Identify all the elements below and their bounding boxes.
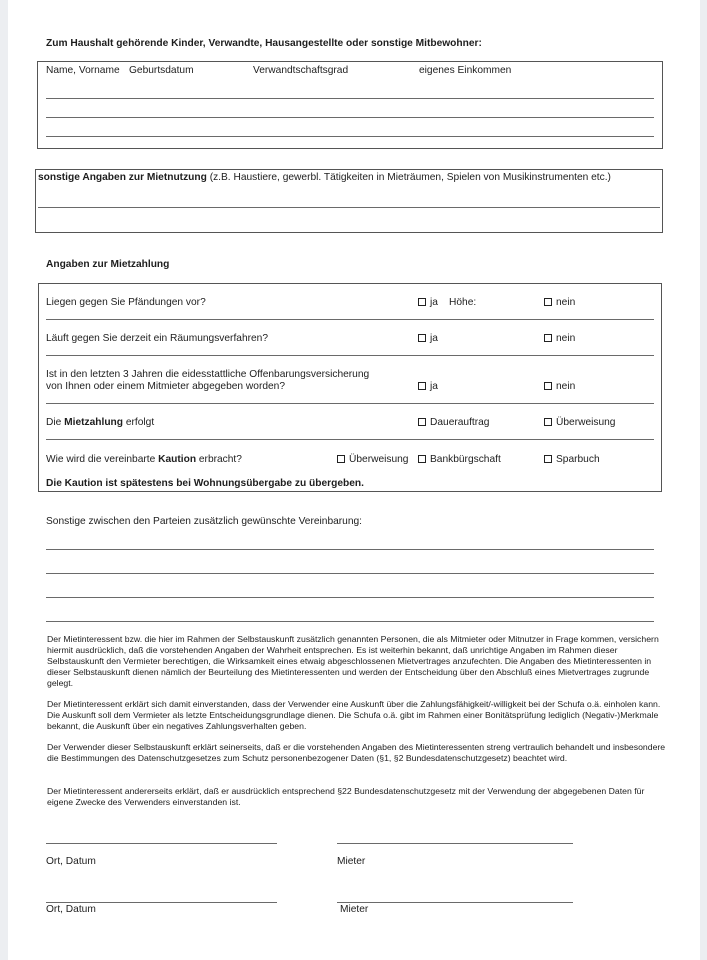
- q3-question-line1: Ist in den letzten 3 Jahren die eidesstattliche Offenbarungsversicherung: [46, 369, 370, 380]
- tenant-label-1: Mieter: [337, 856, 366, 867]
- q3-divider: [46, 403, 654, 404]
- checkbox-icon[interactable]: [544, 382, 552, 390]
- q5-question: [46, 454, 242, 466]
- q5-opt2-label: Bankbürgschaft: [430, 454, 501, 465]
- household-line-1[interactable]: [46, 98, 654, 99]
- q2-yes-label: ja: [430, 333, 438, 344]
- tenant-label-2: Mieter: [340, 904, 369, 915]
- q5-savings-book-option[interactable]: [544, 454, 600, 466]
- q2-question: Läuft gegen Sie derzeit ein Räumungsverfahren?: [46, 333, 269, 344]
- deposit-notice: Die Kaution ist spätestens bei Wohnungsübergabe zu übergeben.: [46, 478, 364, 489]
- checkbox-icon[interactable]: [418, 298, 426, 306]
- q4-question: [46, 417, 154, 429]
- document-page: [8, 0, 700, 960]
- q3-no-label: nein: [556, 381, 576, 392]
- q1-no-label: nein: [556, 297, 576, 308]
- q5-transfer-option[interactable]: [337, 454, 408, 466]
- signature-line-tenant-2[interactable]: [337, 902, 573, 903]
- legal-paragraph-4: Der Mietinteressent andererseits erklärt, daß er ausdrücklich entsprechend §22 Bundesdatenschutzgesetz mit der Verwendung der abgegebenen Daten für eigene Zwecke des Verwenders einverstanden ist.: [47, 786, 645, 807]
- agreement-line-1[interactable]: [46, 549, 654, 550]
- col-name: Name, Vorname: [46, 65, 120, 76]
- checkbox-icon[interactable]: [544, 334, 552, 342]
- q4-transfer-option[interactable]: [544, 417, 615, 429]
- q1-yes-option[interactable]: [418, 297, 438, 309]
- checkbox-icon[interactable]: [418, 455, 426, 463]
- legal-paragraph-3: Der Verwender dieser Selbstauskunft erklärt seinerseits, daß er die vorstehenden Angaben des Mietinteressenten streng vertraulich behandelt und insbesondere die Bestimmungen des Datenschutzgesetzes zum Schutz personenbezogener Daten (§1, §2 Bundesdatenschutzgesetz) beachtet wird.: [47, 742, 666, 763]
- signature-line-place-date-1[interactable]: [46, 843, 277, 844]
- checkbox-icon[interactable]: [337, 455, 345, 463]
- q2-yes-option[interactable]: [418, 333, 438, 345]
- q3-yes-option[interactable]: [418, 381, 438, 393]
- signature-line-place-date-2[interactable]: [46, 902, 277, 903]
- checkbox-icon[interactable]: [544, 418, 552, 426]
- checkbox-icon[interactable]: [418, 382, 426, 390]
- q1-amount-label: Höhe:: [449, 297, 477, 308]
- q2-no-label: nein: [556, 333, 576, 344]
- col-relationship: Verwandtschaftsgrad: [253, 65, 349, 76]
- q1-divider: [46, 319, 654, 320]
- place-date-label-2: Ort, Datum: [46, 904, 96, 915]
- household-heading: Zum Haushalt gehörende Kinder, Verwandte, Hausangestellte oder sonstige Mitbewohner:: [46, 38, 482, 49]
- q3-yes-label: ja: [430, 381, 438, 392]
- usage-label-rest: (z.B. Haustiere, gewerbl. Tätigkeiten in Mieträumen, Spielen von Musikinstrumenten etc.): [209, 172, 611, 183]
- usage-label-bold: sonstige Angaben zur Mietnutzung: [38, 172, 207, 183]
- q1-yes-label: ja: [430, 297, 438, 308]
- q4-bold: Mietzahlung: [64, 417, 123, 428]
- payment-heading: Angaben zur Mietzahlung: [46, 259, 170, 270]
- agreement-label: Sonstige zwischen den Parteien zusätzlich gewünschte Vereinbarung:: [46, 516, 363, 527]
- legal-paragraph-1: Der Mietinteressent bzw. die hier im Rahmen der Selbstauskunft zusätzlich genannten Personen, die als Mitmieter oder Mitnutzer in Frage kommen, versichern hiermit ausdrücklich, daß die vorstehenden Angaben der Wahrheit entsprechen. Es ist weiterhin bekannt, daß unrichtige Angaben im Rahmen dieser Selbstauskunft den Vermieter berechtigen, die Wirksamkeit eines etwaig abgeschlossenen Mietvertrages anzufechten. Die Angaben des Mietinteressenten in dieser Selbstauskunft dienen nämlich der Beurteilung des Mietinteressenten und werden der Entscheidung über den Abschluß eines Mietvertrages zugrunde gelegt.: [47, 634, 659, 688]
- usage-label: [38, 172, 611, 184]
- agreement-line-3[interactable]: [46, 597, 654, 598]
- q5-post: erbracht?: [198, 454, 242, 465]
- legal-paragraph-2: Der Mietinteressent erklärt sich damit einverstanden, dass der Verwender eine Auskunft über die Zahlungsfähigkeit/-willigkeit bei der Schufa o.ä. einholen kann. Die Auskunft soll dem Vermieter als letzte Entscheidungsgrundlage dienen. Die Schufa o.ä. gibt im Rahmen einer Bonitätsprüfung lediglich (Negativ-)Merkmale bekannt, die Auskunft über ein negatives Zahlungsverhalten geben.: [47, 699, 661, 731]
- q4-pre: Die: [46, 417, 62, 428]
- q4-divider: [46, 439, 654, 440]
- q5-opt1-label: Überweisung: [349, 454, 409, 465]
- q4-opt2-label: Überweisung: [556, 417, 616, 428]
- q1-no-option[interactable]: [544, 297, 575, 309]
- agreement-line-2[interactable]: [46, 573, 654, 574]
- col-birthdate: Geburtsdatum: [129, 65, 194, 76]
- household-line-2[interactable]: [46, 117, 654, 118]
- checkbox-icon[interactable]: [418, 334, 426, 342]
- place-date-label-1: Ort, Datum: [46, 856, 96, 867]
- q5-pre: Wie wird die vereinbarte: [46, 454, 156, 465]
- q5-opt3-label: Sparbuch: [556, 454, 600, 465]
- col-income: eigenes Einkommen: [419, 65, 512, 76]
- q2-no-option[interactable]: [544, 333, 575, 345]
- q4-standing-order-option[interactable]: [418, 417, 489, 429]
- q4-post: erfolgt: [125, 417, 155, 428]
- checkbox-icon[interactable]: [418, 418, 426, 426]
- q2-divider: [46, 355, 654, 356]
- checkbox-icon[interactable]: [544, 298, 552, 306]
- usage-line[interactable]: [38, 207, 660, 208]
- q3-question-line2: von Ihnen oder einem Mitmieter abgegeben worden?: [46, 381, 285, 392]
- q3-no-option[interactable]: [544, 381, 575, 393]
- q5-bank-guarantee-option[interactable]: [418, 454, 501, 466]
- household-line-3[interactable]: [46, 136, 654, 137]
- signature-line-tenant-1[interactable]: [337, 843, 573, 844]
- q1-question: Liegen gegen Sie Pfändungen vor?: [46, 297, 206, 308]
- q4-opt1-label: Dauerauftrag: [430, 417, 490, 428]
- agreement-line-4[interactable]: [46, 621, 654, 622]
- q5-bold: Kaution: [158, 454, 197, 465]
- checkbox-icon[interactable]: [544, 455, 552, 463]
